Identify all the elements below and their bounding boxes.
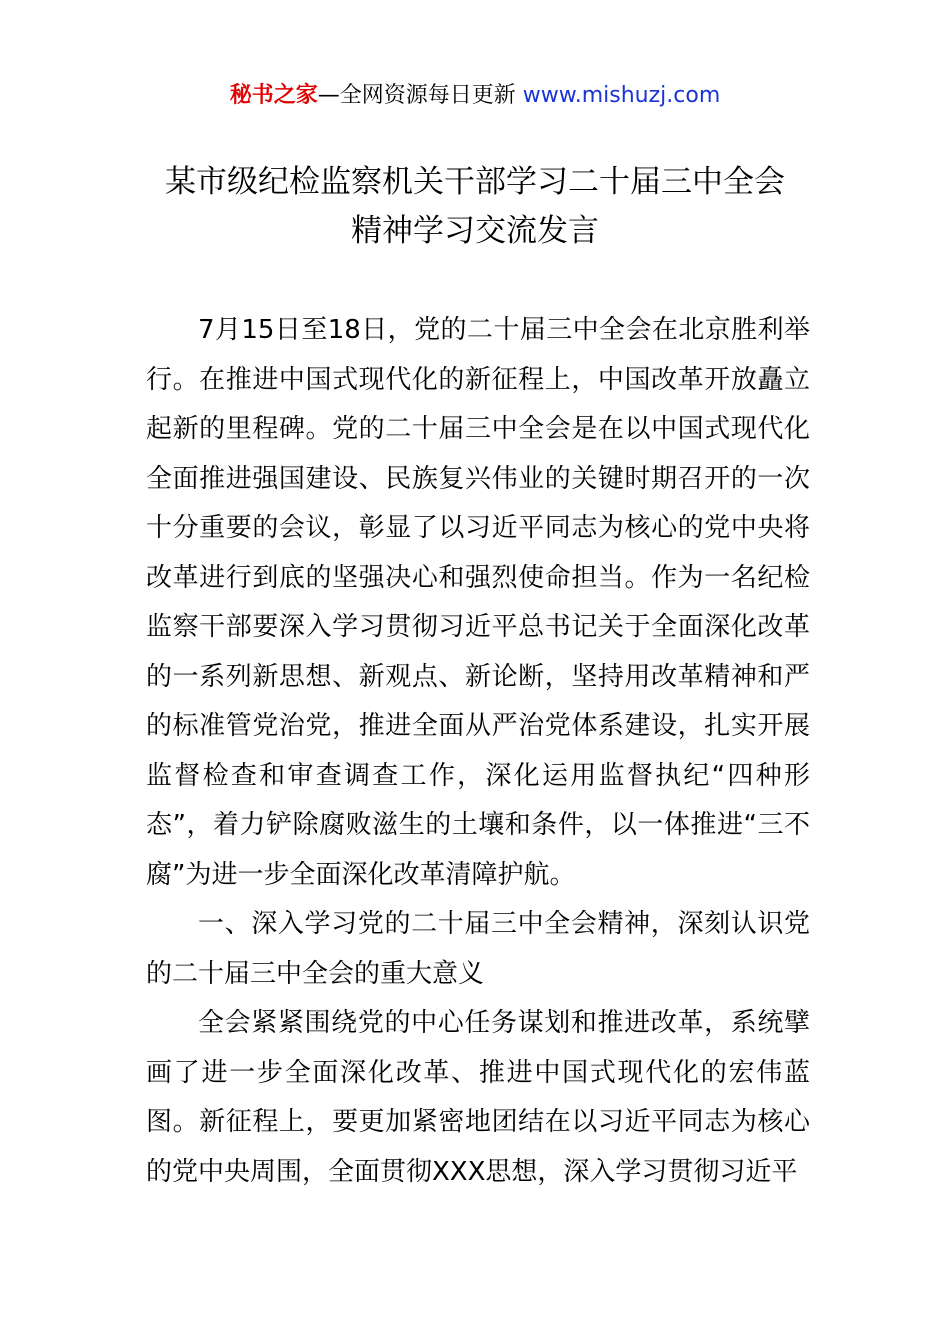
- site-brand: 秘书之家: [229, 83, 318, 108]
- site-tagline: —全网资源每日更新: [317, 83, 523, 108]
- document-title-line-1: 某市级纪检监察机关干部学习二十届三中全会: [165, 164, 785, 200]
- site-header: [0, 80, 950, 112]
- paragraph-intro: 7月15日至18日，党的二十届三中全会在北京胜利举行。在推进中国式现代化的新征程上，中国改革开放矗立起新的里程碑。党的二十届三中全会是在以中国式现代化全面推进强国建设、民族复兴伟业的关键时期召开的一次十分重要的会议，彰显了以习近平同志为核心的党中央将改革进行到底的坚强决心和强烈使命担当。作为一名纪检监察干部要深入学习贯彻习近平总书记关于全面深化改革的一系列新思想、新观点、新论断，坚持用改革精神和严的标准管党治党，推进全面从严治党体系建设，扎实开展监督检查和审查调查工作，深化运用监督执纪“四种形态”，着力铲除腐败滋生的土壤和条件，以一体推进“三不腐”为进一步全面深化改革清障护航。: [146, 315, 810, 890]
- paragraph-section-1: 全会紧紧围绕党的中心任务谋划和推进改革，系统擘画了进一步全面深化改革、推进中国式现代化的宏伟蓝图。新征程上，要更加紧密地团结在以习近平同志为核心的党中央周围，全面贯彻XXX思想，深入学习贯彻习近平: [146, 1008, 810, 1187]
- document-title: [0, 158, 950, 256]
- document-title-line-2: 精神学习交流发言: [351, 213, 599, 249]
- section-heading-1: 一、深入学习党的二十届三中全会精神，深刻认识党的二十届三中全会的重大意义: [146, 909, 810, 989]
- site-url-link[interactable]: www.mishuzj.com: [522, 83, 721, 108]
- document-body: [146, 306, 810, 1197]
